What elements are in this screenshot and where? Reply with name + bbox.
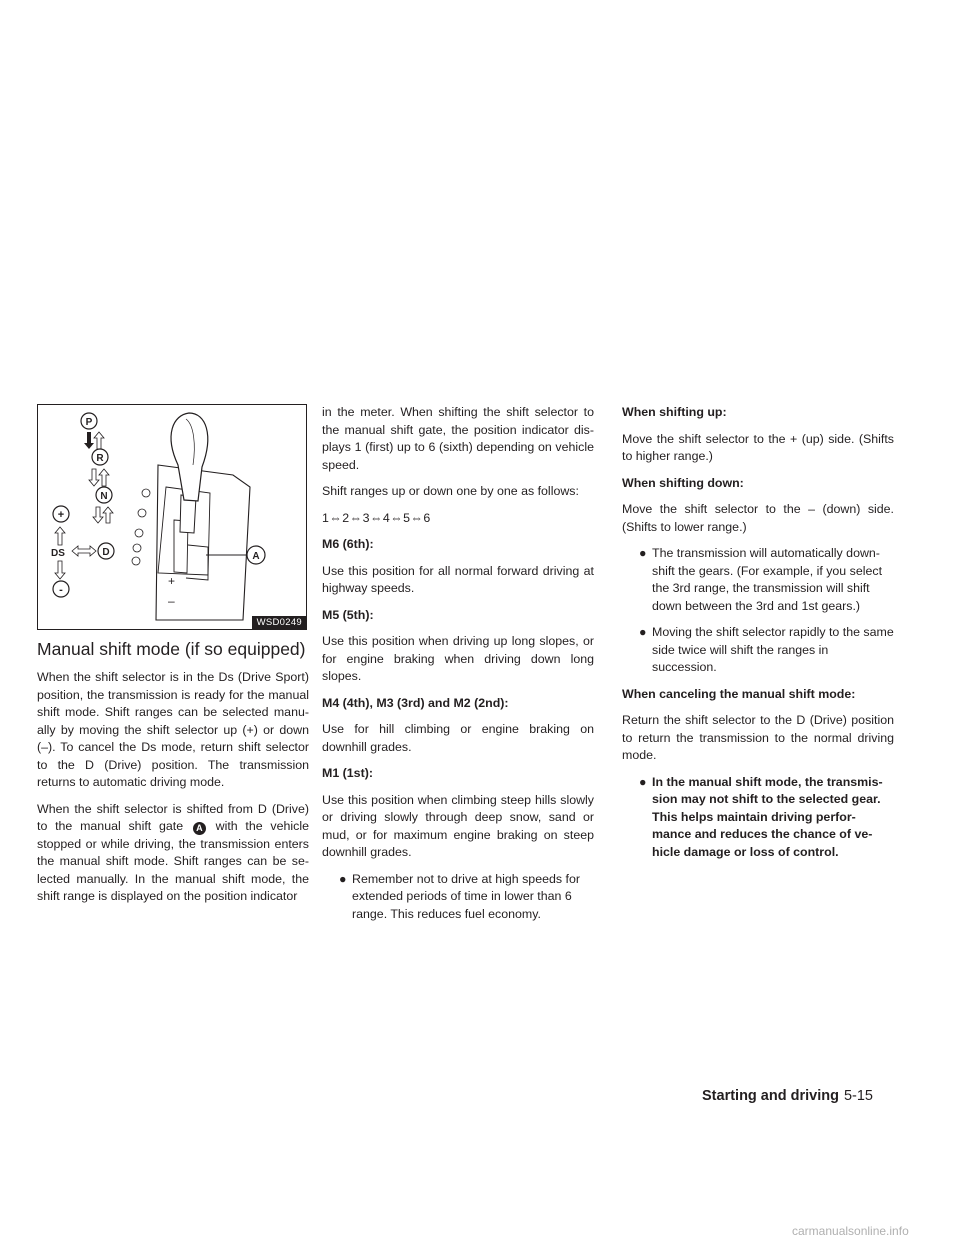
paragraph: Shift ranges up or down one by one as follows: (322, 484, 579, 498)
subheading-m5: M5 (5th): (322, 607, 374, 622)
middle-column (322, 404, 594, 932)
callout-a: A (252, 551, 260, 562)
right-column (622, 404, 894, 870)
bullet-icon: ● (639, 546, 647, 560)
subheading-shift-up: When shifting up: (622, 405, 727, 419)
shift-selector-figure (37, 404, 307, 630)
paragraph: Use this position for all normal forward driving at highway speeds. (322, 563, 594, 595)
callout-ref-a: A (193, 822, 206, 835)
label-minus: - (59, 584, 63, 596)
subheading-m4-m2: M4 (4th), M3 (3rd) and M2 (2nd): (322, 695, 509, 710)
watermark: carmanualsonline.info (792, 1224, 909, 1238)
subheading-m6: M6 (6th): (322, 537, 374, 551)
label-r: R (96, 453, 104, 464)
label-plus: + (57, 509, 65, 521)
paragraph: Move the shift selector to the – (down) side. (Shifts to lower range.) (622, 502, 894, 534)
left-column (37, 404, 309, 915)
shift-selector-illustration (38, 405, 306, 629)
label-n: N (100, 491, 108, 502)
subheading-shift-down: When shifting down: (622, 475, 744, 490)
paragraph: Move the shift selector to the + (up) side. (Shifts to higher range.) (622, 431, 894, 463)
paragraph: in the meter. When shifting the shift selector to the manual shift gate, the position indicator dis-plays 1 (first) up to 6 (sixth) depending on vehicle speed. (322, 405, 594, 472)
footer-section: Starting and driving (702, 1088, 839, 1104)
paragraph: Use this position when driving up long slopes, or for engine braking when driving down long slopes. (322, 634, 594, 683)
paragraph: When the shift selector is shifted from D (Drive) to the manual shift gate A with the vehicle stopped or while driving, the transmission enters the manual shift mode. Shift ranges can be se-lected manually. In the manual shift mode, the shift range is displayed on the position indicator (37, 801, 309, 903)
bullet-item: ● Moving the shift selector rapidly to the same side twice will shift the ranges in succession. (639, 625, 894, 674)
label-p: P (85, 417, 93, 428)
bullet-icon: ● (639, 774, 647, 789)
svg-text:+: + (168, 574, 176, 588)
paragraph: Use this position when climbing steep hills slowly or driving slowly through deep snow, sand or mud, or for maximum engine braking on steep downhill grades. (322, 792, 594, 859)
subheading-m1: M1 (1st): (322, 766, 373, 780)
paragraph: When the shift selector is in the Ds (Drive Sport) position, the transmission is ready for the manual shift mode. Shift ranges can be selected manu-ally by moving the shift selector up (+) or down (–). To cancel the Ds mode, return shift selector to the D (Drive) position. The transmission returns to automatic driving mode. (37, 670, 309, 789)
figure-code: WSD0249 (252, 616, 306, 629)
bullet-item: ● The transmission will automatically down-shift the gears. (For example, if you select the 3rd range, the transmission will shift down between the 3rd and 1st gears.) (639, 546, 883, 613)
subheading-cancel: When canceling the manual shift mode: (622, 686, 856, 701)
shift-sequence: 1⇔2⇔3⇔4⇔5⇔6 (322, 510, 431, 525)
page-number: 5-15 (843, 1088, 873, 1104)
svg-text:–: – (168, 594, 175, 608)
label-d: D (102, 547, 110, 558)
label-ds: DS (51, 548, 65, 559)
paragraph: Return the shift selector to the D (Drive) position to return the transmission to the normal driving mode. (622, 713, 894, 762)
section-title: Manual shift mode (if so equipped) (37, 639, 306, 659)
bullet-icon: ● (639, 625, 647, 639)
bullet-item: ● Remember not to drive at high speeds for extended periods of time in lower than 6 range. This reduces fuel economy. (339, 871, 580, 921)
paragraph: Use for hill climbing or engine braking on downhill grades. (322, 722, 594, 754)
page-footer (702, 1088, 873, 1104)
warning-bullet: ● In the manual shift mode, the transmis-sion may not shift to the selected gear. This helps maintain driving perfor-mance and reduces the chance of ve-hicle damage or loss of control. (639, 774, 883, 859)
bullet-icon: ● (339, 871, 347, 886)
